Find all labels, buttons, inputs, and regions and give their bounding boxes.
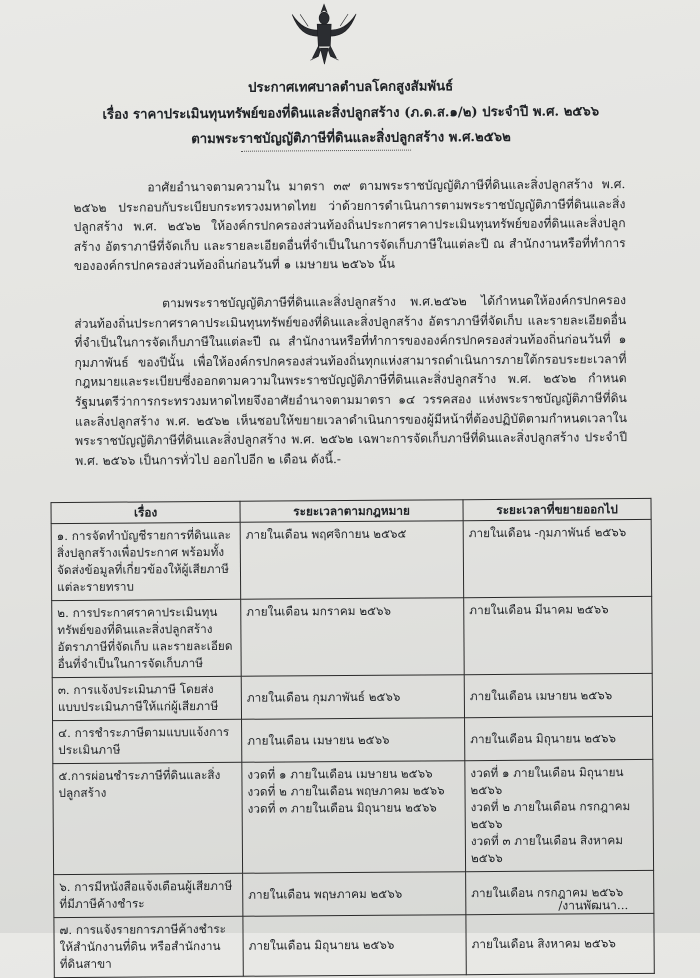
- row-extended-period: [465, 759, 654, 871]
- installment-line: งวดที่ ๓ ภายในเดือน สิงหาคม ๒๕๖๖: [470, 833, 624, 866]
- row-topic: ๔. การชำระภาษีตามแบบแจ้งการประเมินภาษี: [53, 719, 242, 763]
- row-topic: ๓. การแจ้งประเมินภาษี โดยส่งแบบประเมินภาษีให้แก่ผู้เสียภาษี: [52, 676, 241, 720]
- row-extended-period: ภายในเดือน สิงหาคม ๒๕๖๖: [466, 913, 654, 974]
- table-row: [54, 913, 654, 977]
- row-extended-period: ภายในเดือน เมษายน ๒๕๖๖: [464, 673, 652, 717]
- row-topic: ๑. การจัดทำบัญชีรายการที่ดินและสิ่งปลูกสร้างเพื่อประกาศ พร้อมทั้งจัดส่งข้อมูลที่เกี่ยวข้องให้ผู้เสียภาษีแต่ละรายทราบ: [51, 522, 241, 600]
- installment-line: งวดที่ ๒ ภายในเดือน พฤษภาคม ๒๕๖๖: [247, 783, 445, 799]
- row-extended-period: ภายในเดือน กรกฎาคม ๒๕๖๖: [466, 870, 654, 914]
- paragraph-authority: อาศัยอำนาจตามความใน มาตรา ๓๙ ตามพระราชบัญญัติภาษีที่ดินและสิ่งปลูกสร้าง พ.ศ. ๒๕๖๒ ประกอบกับระเบียบกระทรวงมหาดไทย ว่าด้วยการดำเนินการตามพระราชบัญญัติภาษีที่ดินและสิ่งปลูกสร้าง พ.ศ. ๒๕๖๒ ให้องค์กรปกครองส่วนท้องถิ่นประกาศราคาประเมินทุนทรัพย์ของที่ดินและสิ่งปลูกสร้าง อัตราภาษีที่จัดเก็บ และรายละเอียดอื่นที่จำเป็นในการจัดเก็บภาษีในแต่ละปี ณ สำนักงานหรือที่ทำการขององค์กรปกครองส่วนท้องถิ่นก่อนวันที่ ๑ เมษายน ๒๕๖๖ นั้น: [73, 177, 626, 274]
- subject-act-line: ตามพระราชบัญญัติภาษีที่ดินและสิ่งปลูกสร้าง พ.ศ.๒๕๖๒: [191, 129, 511, 148]
- row-topic: ๗. การแจ้งรายการภาษีค้างชำระให้สำนักงานที่ดิน หรือสำนักงานที่ดินสาขา: [54, 916, 243, 977]
- row-extended-period: ภายในเดือน มิถุนายน ๒๕๖๖: [465, 716, 653, 760]
- table-row: [51, 519, 652, 600]
- table-row: [53, 716, 653, 763]
- continuation-note: /งานพัฒนา...: [558, 898, 629, 913]
- installment-line: งวดที่ ๑ ภายในเดือน มิถุนายน ๒๕๖๖: [470, 765, 624, 798]
- row-topic: ๒. การประกาศราคาประเมินทุนทรัพย์ของที่ดินและสิ่งปลูกสร้าง อัตราภาษีที่จัดเก็บ และรายละเอียดอื่นที่จำเป็นในการจัดเก็บภาษี: [52, 599, 242, 677]
- header-topic: เรื่อง: [51, 501, 240, 523]
- row-topic: ๖. การมีหนังสือแจ้งเตือนผู้เสียภาษี ที่มีภาษีค้างชำระ: [54, 873, 243, 917]
- table-row: [52, 673, 652, 720]
- subject-line: เรื่อง ราคาประเมินทุนทรัพย์ของที่ดินและสิ่งปลูกสร้าง (ภ.ด.ส.๑/๒) ประจำปี พ.ศ. ๒๕๖๖: [102, 104, 600, 123]
- row-legal-period: ภายในเดือน กุมภาพันธ์ ๒๕๖๖: [241, 675, 464, 720]
- installment-line: งวดที่ ๑ ภายในเดือน เมษายน ๒๕๖๖: [247, 766, 433, 782]
- row-extended-period: ภายในเดือน มีนาคม ๒๕๖๖: [464, 596, 653, 674]
- row-legal-period: ภายในเดือน พฤษภาคม ๒๕๖๖: [243, 872, 466, 917]
- garuda-emblem-icon: [290, 0, 358, 66]
- installment-line: งวดที่ ๓ ภายในเดือน มิถุนายน ๒๕๖๖: [247, 800, 437, 816]
- header-legal-period: ระยะเวลาตามกฎหมาย: [240, 500, 463, 523]
- installment-line: งวดที่ ๒ ภายในเดือน กรกฎาคม ๒๕๖๖: [470, 799, 631, 832]
- row-legal-period: ภายในเดือน เมษายน ๒๕๖๖: [242, 718, 465, 763]
- row-legal-period: ภายในเดือน มิถุนายน ๒๕๖๖: [243, 915, 466, 977]
- organization-title: ประกาศเทศบาลตำบลโคกสูงสัมพันธ์: [248, 79, 454, 96]
- row-legal-period: [242, 761, 466, 874]
- row-legal-period: ภายในเดือน มกราคม ๒๕๖๖: [241, 598, 465, 677]
- row-extended-period: ภายในเดือน -กุมภาพันธ์ ๒๕๖๖: [463, 519, 652, 597]
- dotted-divider: [241, 150, 411, 152]
- paragraph-extension: ตามพระราชบัญญัติภาษีที่ดินและสิ่งปลูกสร้าง พ.ศ.๒๕๖๒ ได้กำหนดให้องค์กรปกครองส่วนท้องถิ่นประกาศราคาประเมินทุนทรัพย์ของที่ดินและสิ่งปลูกสร้าง อัตราภาษีที่จัดเก็บ และรายละเอียดอื่นที่จำเป็นในการจัดเก็บภาษีในแต่ละปี ณ สำนักงานหรือที่ทำการขององค์กรปกครองส่วนท้องถิ่นก่อนวันที่ ๑ กุมภาพันธ์ ของปีนั้น เพื่อให้องค์กรปกครองส่วนท้องถิ่นทุกแห่งสามารถดำเนินการภายใต้กรอบระยะเวลาที่กฎหมายและระเบียบซึ่งออกตามความในพระราชบัญญัติภาษีที่ดินและสิ่งปลูกสร้าง พ.ศ. ๒๕๖๒ กำหนด รัฐมนตรีว่าการกระทรวงมหาดไทยจึงอาศัยอำนาจตามมาตรา ๑๔ วรรคสอง แห่งพระราชบัญญัติภาษีที่ดินและสิ่งปลูกสร้าง พ.ศ. ๒๕๖๒ เห็นชอบให้ขยายเวลาดำเนินการของผู้มีหน้าที่ต้องปฏิบัติตามกำหนดเวลาในพระราชบัญญัติภาษีที่ดินและสิ่งปลูกสร้าง พ.ศ. ๒๕๖๒ เฉพาะการจัดเก็บภาษีที่ดินและสิ่งปลูกสร้าง ประจำปี พ.ศ. ๒๕๖๖ เป็นการทั่วไป ออกไปอีก ๒ เดือน ดังนี้.-: [74, 293, 628, 468]
- table-row: [52, 596, 653, 677]
- row-topic: ๕.การผ่อนชำระภาษีที่ดินและสิ่งปลูกสร้าง: [53, 762, 243, 874]
- row-legal-period: ภายในเดือน พฤศจิกายน ๒๕๖๕: [240, 521, 464, 600]
- table-row: [53, 759, 654, 874]
- header-extended-period: ระยะเวลาที่ขยายออกไป: [463, 498, 651, 520]
